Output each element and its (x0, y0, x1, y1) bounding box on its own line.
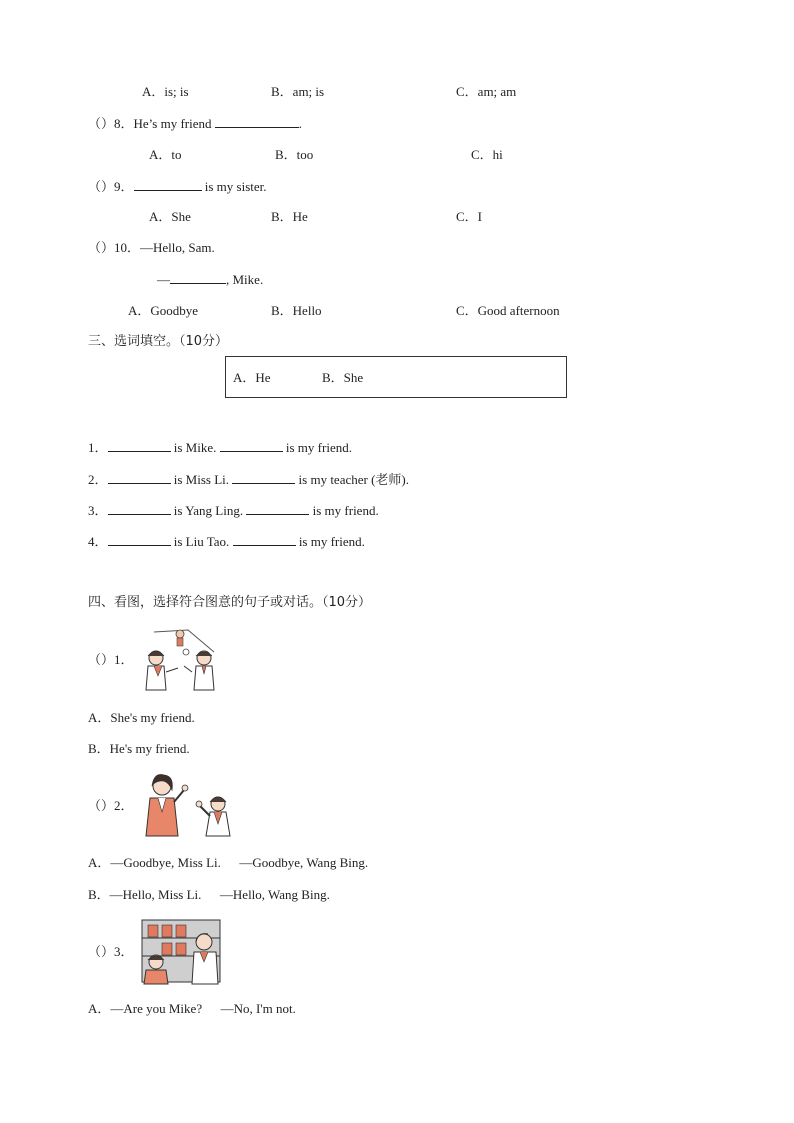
s4-q3-option-a-line1: A．—Are you Mike? (88, 1001, 203, 1016)
fill-blank-4a[interactable] (108, 533, 171, 546)
fill-item-number: 3． (88, 503, 108, 518)
section3-title: 三、选词填空。（10分） (88, 334, 229, 349)
s4-q1-option-a: A．She's my friend. (88, 710, 195, 725)
q9-option-a: A．She (149, 209, 191, 224)
fill-item-number: 2． (88, 472, 108, 487)
q10-option-b: B．Hello (271, 303, 322, 318)
q10-dash: — (157, 272, 170, 287)
s4-q2-label: （）2． (88, 798, 134, 813)
fill-item-2 (88, 471, 409, 488)
word-bank-option-a: A．He (233, 370, 271, 385)
fill-item-text: is my friend. (298, 534, 365, 549)
fill-blank-4b[interactable] (233, 533, 296, 546)
q8-option-c: C．hi (471, 147, 503, 162)
fill-item-text: is my friend. (285, 440, 352, 455)
q8-end: . (298, 116, 302, 131)
q10-line1: —Hello, Sam. (140, 240, 215, 255)
s4-q2-option-a-line1: A．—Goodbye, Miss Li. (88, 855, 221, 870)
q7-option-b: B．am; is (271, 84, 325, 99)
q9-number: （）9． (88, 179, 134, 194)
q8-number: （）8． (88, 116, 134, 131)
fill-item-text: is Miss Li. (173, 472, 230, 487)
fill-blank-1b[interactable] (220, 439, 283, 452)
fill-item-number: 1． (88, 440, 108, 455)
section4-title: 四、看图，选择符合图意的句子或对话。（10分） (88, 595, 372, 610)
fill-item-3 (88, 502, 379, 519)
q8-stem (88, 115, 302, 132)
q8-blank[interactable] (215, 115, 299, 128)
q10-option-a: A．Goodbye (128, 303, 199, 318)
s4-q3-label: （）3． (88, 944, 134, 959)
fill-item-text: is Yang Ling. (173, 503, 244, 518)
picture-girl-introducing-boy (136, 626, 226, 692)
q10-number: （）10． (88, 240, 141, 255)
s4-q1-label: （）1． (88, 652, 134, 667)
fill-item-text: is Liu Tao. (173, 534, 230, 549)
fill-item-text: is my teacher (老师). (298, 472, 409, 487)
q9-option-c: C．I (456, 209, 483, 224)
q8-option-a: A．to (149, 147, 182, 162)
fill-blank-2a[interactable] (108, 471, 171, 484)
fill-blank-1a[interactable] (108, 439, 171, 452)
q9-blank[interactable] (134, 178, 202, 191)
fill-item-number: 4． (88, 534, 108, 549)
q7-option-c: C．am; am (456, 84, 517, 99)
picture-teacher-and-boy-waving (138, 772, 238, 838)
fill-blank-3a[interactable] (108, 502, 171, 515)
q8-text: He’s my friend (133, 116, 212, 131)
s4-q3-option-a (88, 1001, 296, 1017)
picture-boy-and-grandpa-bookshelf (138, 916, 226, 986)
word-bank-box (225, 356, 567, 398)
s4-q2-option-a (88, 855, 368, 871)
q10-stem (88, 240, 215, 256)
fill-item-text: is my friend. (312, 503, 379, 518)
q9-option-b: B．He (271, 209, 308, 224)
fill-item-text: is Mike. (173, 440, 217, 455)
s4-q2-option-b-line1: B．—Hello, Miss Li. (88, 887, 202, 902)
q10-option-c: C．Good afternoon (456, 303, 560, 318)
q7-option-a: A．is; is (142, 84, 189, 99)
fill-item-4 (88, 533, 365, 550)
q9-text: is my sister. (204, 179, 267, 194)
fill-blank-3b[interactable] (246, 502, 309, 515)
q8-option-b: B．too (275, 147, 314, 162)
q10-line2-end: , Mike. (226, 272, 264, 287)
s4-q3-option-a-line2: —No, I'm not. (220, 1001, 296, 1016)
fill-item-1 (88, 439, 352, 456)
s4-q2-option-a-line2: —Goodbye, Wang Bing. (239, 855, 369, 870)
word-bank-option-b: B．She (322, 370, 364, 385)
fill-blank-2b[interactable] (232, 471, 295, 484)
q10-line2 (157, 271, 263, 288)
q10-blank[interactable] (170, 271, 226, 284)
s4-q2-option-b-line2: —Hello, Wang Bing. (219, 887, 330, 902)
s4-q2-option-b (88, 887, 330, 903)
s4-q1-option-b: B．He's my friend. (88, 741, 190, 756)
q9-stem (88, 178, 267, 195)
